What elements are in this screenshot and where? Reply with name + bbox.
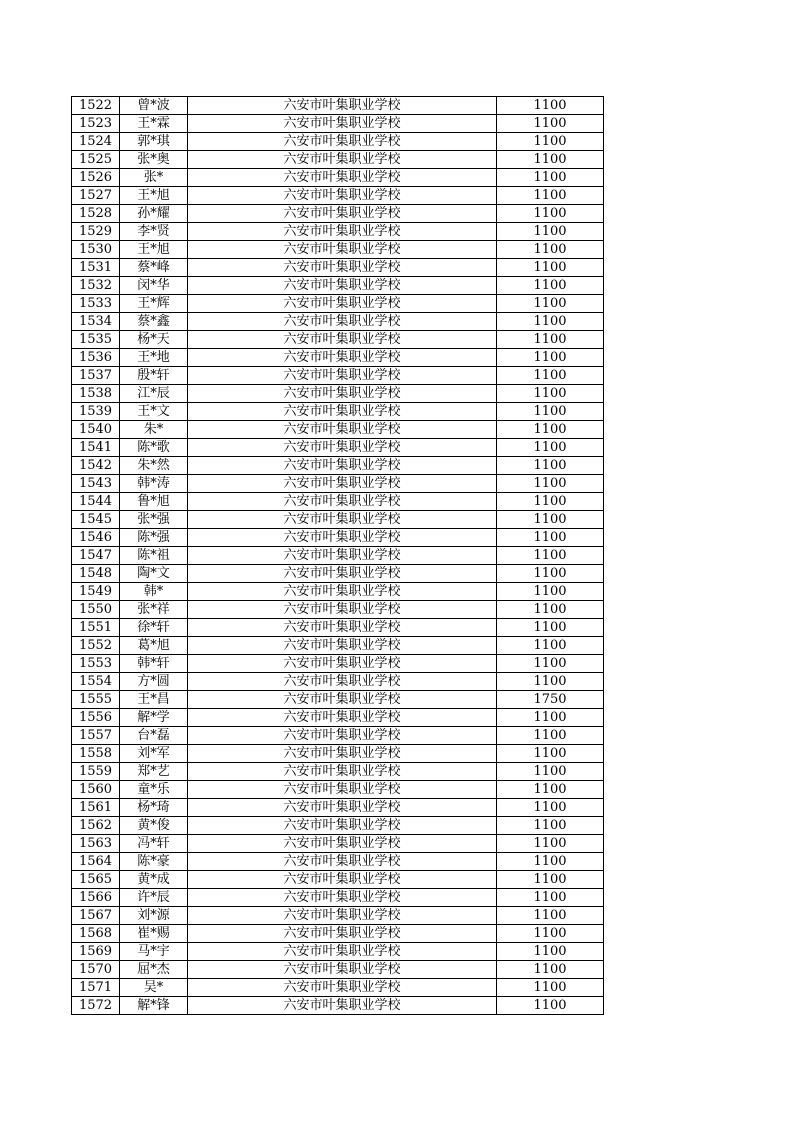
table-row — [72, 619, 604, 637]
table-body — [72, 97, 604, 1015]
cell-name: 解*学 — [120, 709, 188, 727]
table-row — [72, 349, 604, 367]
cell-school: 六安市叶集职业学校 — [188, 889, 497, 907]
cell-name: 孙*耀 — [120, 205, 188, 223]
cell-amount: 1100 — [497, 259, 604, 277]
cell-number: 1555 — [72, 691, 120, 709]
cell-school: 六安市叶集职业学校 — [188, 511, 497, 529]
cell-number: 1543 — [72, 475, 120, 493]
cell-name: 刘*军 — [120, 745, 188, 763]
cell-amount: 1100 — [497, 421, 604, 439]
cell-school: 六安市叶集职业学校 — [188, 151, 497, 169]
cell-amount: 1100 — [497, 961, 604, 979]
cell-number: 1525 — [72, 151, 120, 169]
cell-school: 六安市叶集职业学校 — [188, 835, 497, 853]
cell-school: 六安市叶集职业学校 — [188, 601, 497, 619]
cell-name: 蔡*鑫 — [120, 313, 188, 331]
cell-name: 殷*轩 — [120, 367, 188, 385]
cell-school: 六安市叶集职业学校 — [188, 331, 497, 349]
cell-amount: 1100 — [497, 871, 604, 889]
table-row — [72, 205, 604, 223]
cell-school: 六安市叶集职业学校 — [188, 745, 497, 763]
cell-number: 1568 — [72, 925, 120, 943]
table-row — [72, 421, 604, 439]
table-row — [72, 709, 604, 727]
cell-number: 1551 — [72, 619, 120, 637]
cell-name: 曾*波 — [120, 97, 188, 115]
cell-number: 1544 — [72, 493, 120, 511]
table-row — [72, 151, 604, 169]
cell-school: 六安市叶集职业学校 — [188, 493, 497, 511]
cell-school: 六安市叶集职业学校 — [188, 763, 497, 781]
cell-number: 1541 — [72, 439, 120, 457]
table-row — [72, 655, 604, 673]
cell-name: 江*辰 — [120, 385, 188, 403]
table-row — [72, 277, 604, 295]
cell-number: 1552 — [72, 637, 120, 655]
cell-amount: 1100 — [497, 781, 604, 799]
cell-school: 六安市叶集职业学校 — [188, 133, 497, 151]
cell-number: 1562 — [72, 817, 120, 835]
table-row — [72, 331, 604, 349]
cell-school: 六安市叶集职业学校 — [188, 295, 497, 313]
cell-amount: 1100 — [497, 889, 604, 907]
cell-school: 六安市叶集职业学校 — [188, 367, 497, 385]
cell-number: 1554 — [72, 673, 120, 691]
cell-amount: 1100 — [497, 637, 604, 655]
cell-number: 1566 — [72, 889, 120, 907]
cell-number: 1557 — [72, 727, 120, 745]
table-row — [72, 547, 604, 565]
table-row — [72, 853, 604, 871]
cell-number: 1528 — [72, 205, 120, 223]
cell-number: 1559 — [72, 763, 120, 781]
table-row — [72, 727, 604, 745]
cell-number: 1560 — [72, 781, 120, 799]
table-row — [72, 295, 604, 313]
table-row — [72, 907, 604, 925]
cell-amount: 1100 — [497, 853, 604, 871]
cell-amount: 1100 — [497, 943, 604, 961]
cell-number: 1548 — [72, 565, 120, 583]
cell-school: 六安市叶集职业学校 — [188, 223, 497, 241]
table-row — [72, 403, 604, 421]
cell-amount: 1100 — [497, 673, 604, 691]
table-row — [72, 637, 604, 655]
cell-number: 1540 — [72, 421, 120, 439]
cell-name: 王*辉 — [120, 295, 188, 313]
table-row — [72, 835, 604, 853]
cell-number: 1530 — [72, 241, 120, 259]
table-row — [72, 997, 604, 1015]
cell-name: 陈*豪 — [120, 853, 188, 871]
cell-number: 1561 — [72, 799, 120, 817]
cell-amount: 1100 — [497, 907, 604, 925]
table-row — [72, 565, 604, 583]
table-row — [72, 763, 604, 781]
table-row — [72, 979, 604, 997]
cell-name: 陈*歌 — [120, 439, 188, 457]
cell-amount: 1100 — [497, 745, 604, 763]
cell-number: 1549 — [72, 583, 120, 601]
table-row — [72, 691, 604, 709]
cell-school: 六安市叶集职业学校 — [188, 439, 497, 457]
cell-name: 刘*源 — [120, 907, 188, 925]
cell-amount: 1100 — [497, 583, 604, 601]
cell-school: 六安市叶集职业学校 — [188, 907, 497, 925]
table-row — [72, 925, 604, 943]
table-row — [72, 259, 604, 277]
cell-number: 1527 — [72, 187, 120, 205]
table-row — [72, 475, 604, 493]
cell-amount: 1100 — [497, 835, 604, 853]
cell-name: 韩*涛 — [120, 475, 188, 493]
cell-amount: 1100 — [497, 817, 604, 835]
table-row — [72, 745, 604, 763]
cell-number: 1558 — [72, 745, 120, 763]
cell-school: 六安市叶集职业学校 — [188, 979, 497, 997]
cell-school: 六安市叶集职业学校 — [188, 565, 497, 583]
table-row — [72, 529, 604, 547]
cell-name: 王*旭 — [120, 187, 188, 205]
cell-school: 六安市叶集职业学校 — [188, 925, 497, 943]
table-row — [72, 871, 604, 889]
cell-name: 徐*轩 — [120, 619, 188, 637]
cell-name: 吴* — [120, 979, 188, 997]
cell-amount: 1100 — [497, 169, 604, 187]
cell-number: 1564 — [72, 853, 120, 871]
cell-name: 张*强 — [120, 511, 188, 529]
cell-amount: 1100 — [497, 619, 604, 637]
cell-amount: 1100 — [497, 979, 604, 997]
cell-school: 六安市叶集职业学校 — [188, 547, 497, 565]
cell-number: 1529 — [72, 223, 120, 241]
table-row — [72, 187, 604, 205]
cell-amount: 1100 — [497, 925, 604, 943]
cell-number: 1542 — [72, 457, 120, 475]
cell-name: 黄*俊 — [120, 817, 188, 835]
table-row — [72, 223, 604, 241]
cell-school: 六安市叶集职业学校 — [188, 727, 497, 745]
cell-amount: 1100 — [497, 799, 604, 817]
table-row — [72, 493, 604, 511]
cell-name: 陈*祖 — [120, 547, 188, 565]
subsidy-table — [71, 96, 604, 1015]
table-row — [72, 889, 604, 907]
cell-school: 六安市叶集职业学校 — [188, 277, 497, 295]
cell-school: 六安市叶集职业学校 — [188, 871, 497, 889]
cell-number: 1524 — [72, 133, 120, 151]
cell-name: 蔡*峰 — [120, 259, 188, 277]
table-row — [72, 115, 604, 133]
cell-amount: 1100 — [497, 997, 604, 1015]
cell-school: 六安市叶集职业学校 — [188, 583, 497, 601]
cell-school: 六安市叶集职业学校 — [188, 457, 497, 475]
cell-amount: 1100 — [497, 277, 604, 295]
cell-school: 六安市叶集职业学校 — [188, 385, 497, 403]
table-row — [72, 313, 604, 331]
cell-amount: 1100 — [497, 385, 604, 403]
cell-name: 马*宇 — [120, 943, 188, 961]
cell-school: 六安市叶集职业学校 — [188, 187, 497, 205]
cell-number: 1523 — [72, 115, 120, 133]
cell-school: 六安市叶集职业学校 — [188, 529, 497, 547]
cell-amount: 1100 — [497, 133, 604, 151]
cell-amount: 1100 — [497, 475, 604, 493]
cell-number: 1547 — [72, 547, 120, 565]
cell-number: 1550 — [72, 601, 120, 619]
cell-number: 1553 — [72, 655, 120, 673]
cell-amount: 1100 — [497, 349, 604, 367]
cell-school: 六安市叶集职业学校 — [188, 421, 497, 439]
cell-amount: 1100 — [497, 187, 604, 205]
cell-name: 屈*杰 — [120, 961, 188, 979]
cell-amount: 1100 — [497, 457, 604, 475]
cell-school: 六安市叶集职业学校 — [188, 655, 497, 673]
cell-name: 王*旭 — [120, 241, 188, 259]
cell-amount: 1100 — [497, 601, 604, 619]
cell-name: 韩* — [120, 583, 188, 601]
cell-name: 杨*天 — [120, 331, 188, 349]
cell-number: 1556 — [72, 709, 120, 727]
cell-name: 李*贤 — [120, 223, 188, 241]
table-row — [72, 133, 604, 151]
cell-school: 六安市叶集职业学校 — [188, 943, 497, 961]
cell-school: 六安市叶集职业学校 — [188, 673, 497, 691]
table-row — [72, 457, 604, 475]
table-row — [72, 511, 604, 529]
cell-number: 1539 — [72, 403, 120, 421]
cell-amount: 1100 — [497, 709, 604, 727]
table-row — [72, 817, 604, 835]
cell-school: 六安市叶集职业学校 — [188, 115, 497, 133]
cell-school: 六安市叶集职业学校 — [188, 817, 497, 835]
cell-name: 王*地 — [120, 349, 188, 367]
cell-number: 1533 — [72, 295, 120, 313]
cell-number: 1567 — [72, 907, 120, 925]
cell-number: 1534 — [72, 313, 120, 331]
cell-school: 六安市叶集职业学校 — [188, 781, 497, 799]
cell-name: 韩*轩 — [120, 655, 188, 673]
cell-school: 六安市叶集职业学校 — [188, 961, 497, 979]
cell-name: 张*祥 — [120, 601, 188, 619]
cell-amount: 1100 — [497, 655, 604, 673]
cell-school: 六安市叶集职业学校 — [188, 799, 497, 817]
cell-school: 六安市叶集职业学校 — [188, 853, 497, 871]
cell-school: 六安市叶集职业学校 — [188, 637, 497, 655]
cell-name: 黄*成 — [120, 871, 188, 889]
cell-name: 童*乐 — [120, 781, 188, 799]
table-row — [72, 673, 604, 691]
cell-name: 杨*琦 — [120, 799, 188, 817]
cell-school: 六安市叶集职业学校 — [188, 169, 497, 187]
cell-name: 葛*旭 — [120, 637, 188, 655]
cell-amount: 1100 — [497, 565, 604, 583]
cell-school: 六安市叶集职业学校 — [188, 313, 497, 331]
cell-number: 1526 — [72, 169, 120, 187]
cell-name: 陶*文 — [120, 565, 188, 583]
cell-amount: 1100 — [497, 547, 604, 565]
table-row — [72, 367, 604, 385]
cell-name: 解*锋 — [120, 997, 188, 1015]
cell-name: 郑*艺 — [120, 763, 188, 781]
cell-amount: 1100 — [497, 439, 604, 457]
cell-amount: 1100 — [497, 529, 604, 547]
cell-number: 1535 — [72, 331, 120, 349]
cell-amount: 1100 — [497, 151, 604, 169]
cell-number: 1536 — [72, 349, 120, 367]
table-row — [72, 439, 604, 457]
cell-name: 闵*华 — [120, 277, 188, 295]
cell-name: 崔*赐 — [120, 925, 188, 943]
cell-school: 六安市叶集职业学校 — [188, 205, 497, 223]
cell-amount: 1100 — [497, 97, 604, 115]
table-row — [72, 799, 604, 817]
cell-amount: 1100 — [497, 331, 604, 349]
cell-number: 1537 — [72, 367, 120, 385]
table-row — [72, 385, 604, 403]
cell-name: 朱* — [120, 421, 188, 439]
cell-amount: 1100 — [497, 763, 604, 781]
cell-amount: 1100 — [497, 241, 604, 259]
cell-school: 六安市叶集职业学校 — [188, 259, 497, 277]
table-row — [72, 943, 604, 961]
cell-amount: 1100 — [497, 313, 604, 331]
cell-number: 1571 — [72, 979, 120, 997]
cell-name: 鲁*旭 — [120, 493, 188, 511]
cell-number: 1531 — [72, 259, 120, 277]
cell-amount: 1100 — [497, 223, 604, 241]
cell-number: 1563 — [72, 835, 120, 853]
cell-school: 六安市叶集职业学校 — [188, 619, 497, 637]
cell-amount: 1100 — [497, 367, 604, 385]
cell-amount: 1100 — [497, 727, 604, 745]
cell-school: 六安市叶集职业学校 — [188, 403, 497, 421]
cell-school: 六安市叶集职业学校 — [188, 709, 497, 727]
cell-name: 台*磊 — [120, 727, 188, 745]
cell-name: 王*昌 — [120, 691, 188, 709]
table-row — [72, 97, 604, 115]
table-row — [72, 583, 604, 601]
cell-amount: 1100 — [497, 295, 604, 313]
cell-school: 六安市叶集职业学校 — [188, 349, 497, 367]
cell-number: 1565 — [72, 871, 120, 889]
cell-name: 王*文 — [120, 403, 188, 421]
cell-name: 陈*强 — [120, 529, 188, 547]
cell-number: 1522 — [72, 97, 120, 115]
cell-name: 王*霖 — [120, 115, 188, 133]
cell-name: 郭*琪 — [120, 133, 188, 151]
cell-school: 六安市叶集职业学校 — [188, 475, 497, 493]
cell-number: 1532 — [72, 277, 120, 295]
cell-number: 1538 — [72, 385, 120, 403]
cell-name: 许*辰 — [120, 889, 188, 907]
table-row — [72, 781, 604, 799]
cell-amount: 1750 — [497, 691, 604, 709]
table-row — [72, 169, 604, 187]
cell-number: 1569 — [72, 943, 120, 961]
cell-name: 张* — [120, 169, 188, 187]
cell-name: 冯*轩 — [120, 835, 188, 853]
cell-amount: 1100 — [497, 493, 604, 511]
table-row — [72, 241, 604, 259]
cell-school: 六安市叶集职业学校 — [188, 241, 497, 259]
cell-amount: 1100 — [497, 205, 604, 223]
cell-amount: 1100 — [497, 403, 604, 421]
cell-number: 1572 — [72, 997, 120, 1015]
cell-school: 六安市叶集职业学校 — [188, 691, 497, 709]
cell-number: 1545 — [72, 511, 120, 529]
cell-school: 六安市叶集职业学校 — [188, 97, 497, 115]
cell-number: 1546 — [72, 529, 120, 547]
cell-name: 张*奥 — [120, 151, 188, 169]
table-row — [72, 601, 604, 619]
cell-amount: 1100 — [497, 115, 604, 133]
cell-name: 朱*然 — [120, 457, 188, 475]
cell-amount: 1100 — [497, 511, 604, 529]
cell-number: 1570 — [72, 961, 120, 979]
cell-name: 方*圆 — [120, 673, 188, 691]
table-row — [72, 961, 604, 979]
cell-school: 六安市叶集职业学校 — [188, 997, 497, 1015]
